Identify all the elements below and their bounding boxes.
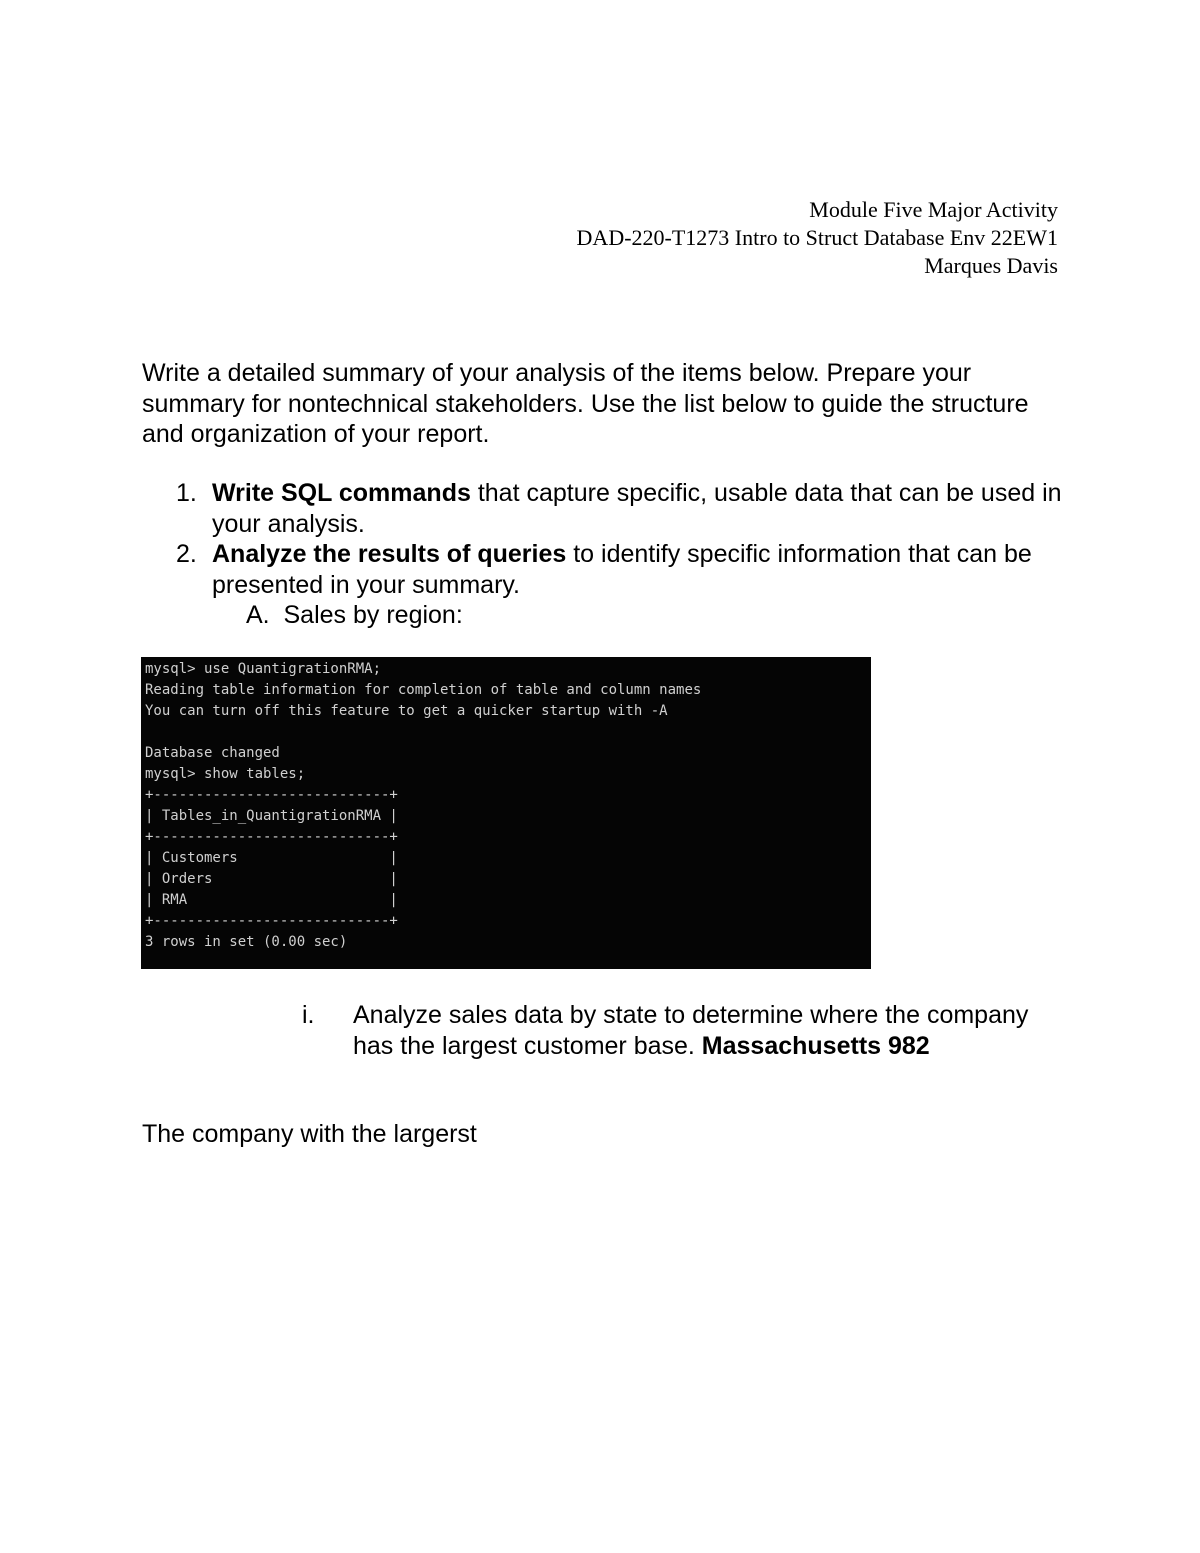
- terminal-line: | RMA |: [145, 892, 398, 908]
- terminal-line: +----------------------------+: [145, 913, 398, 929]
- list-bold: Analyze the results of queries: [212, 540, 567, 568]
- roman-body: Analyze sales data by state to determine where the company has the largest customer base.: [353, 1001, 1029, 1060]
- list-text: [212, 539, 1062, 600]
- closing-sentence: The company with the largerst: [142, 1120, 477, 1148]
- terminal-line: Reading table information for completion of table and column names: [145, 682, 702, 698]
- document-header: [577, 196, 1058, 280]
- header-course: DAD-220-T1273 Intro to Struct Database Env 22EW1: [576, 225, 1058, 250]
- list-body: to identify specific information that can be presented in your summary.: [212, 540, 1032, 599]
- list-body: that capture specific, usable data that can be used in your analysis.: [212, 479, 1062, 538]
- terminal-line: mysql> use QuantigrationRMA;: [145, 661, 382, 677]
- terminal-line: +----------------------------+: [145, 829, 398, 845]
- terminal-line: | Customers |: [145, 850, 398, 866]
- sub-item-sales-by-region: A. Sales by region:: [246, 601, 463, 629]
- terminal-screenshot: [141, 657, 871, 969]
- terminal-line: Database changed: [145, 745, 280, 761]
- list-number: 2.: [176, 540, 197, 568]
- header-author: Marques Davis: [924, 253, 1058, 278]
- terminal-line: 3 rows in set (0.00 sec): [145, 934, 348, 950]
- roman-answer: Massachusetts 982: [701, 1031, 930, 1060]
- terminal-line: +----------------------------+: [145, 787, 398, 803]
- roman-text: [353, 1000, 1053, 1061]
- list-number: 1.: [176, 479, 197, 507]
- roman-number: i.: [302, 1001, 315, 1029]
- terminal-line: | Tables_in_QuantigrationRMA |: [145, 808, 398, 824]
- terminal-line: You can turn off this feature to get a quicker startup with -A: [145, 703, 668, 719]
- list-text: [212, 478, 1062, 539]
- header-title: Module Five Major Activity: [809, 197, 1058, 222]
- intro-paragraph: Write a detailed summary of your analysis of the items below. Prepare your summary for nontechnical stakeholders. Use the list below to guide the structure and organization of your report.: [142, 359, 1029, 448]
- list-bold: Write SQL commands: [212, 479, 471, 507]
- terminal-line: mysql> show tables;: [145, 766, 306, 782]
- terminal-line: | Orders |: [145, 871, 398, 887]
